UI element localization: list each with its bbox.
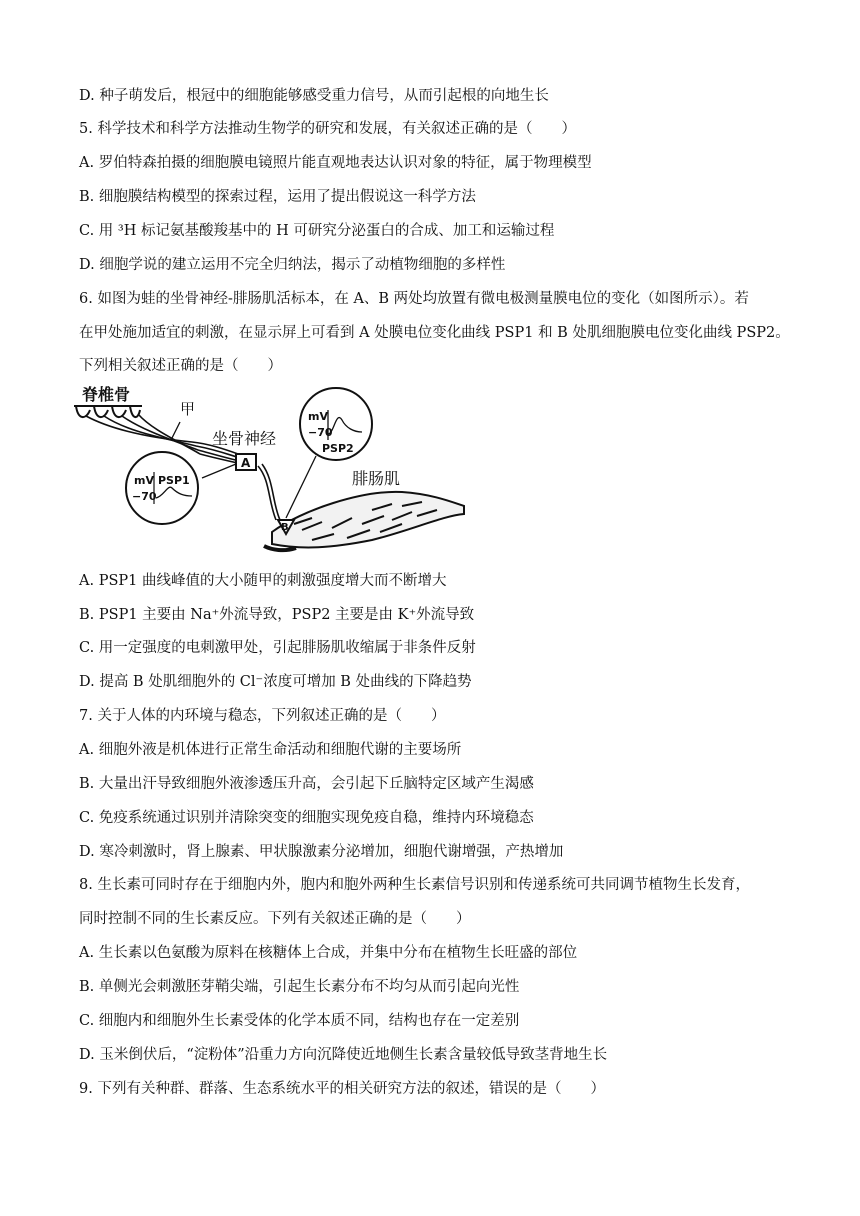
svg-text:mV: mV (134, 474, 154, 487)
question-6-stem-2: 在甲处施加适宜的刺激，在显示屏上可看到 A 处膜电位变化曲线 PSP1 和 B 处肌细胞膜电位变化曲线 PSP2。 (79, 325, 790, 341)
svg-text:PSP2: PSP2 (322, 442, 354, 455)
option-8c: C. 细胞内和细胞外生长素受体的化学本质不同，结构也存在一定差别 (79, 1013, 520, 1029)
electrode-a-label: A (241, 456, 251, 470)
question-9-stem: 9. 下列有关种群、群落、生态系统水平的相关研究方法的叙述，错误的是（ ） (79, 1081, 605, 1097)
spine-label: 脊椎骨 (82, 385, 131, 404)
option-7a: A. 细胞外液是机体进行正常生命活动和细胞代谢的主要场所 (79, 742, 462, 758)
option-8d: D. 玉米倒伏后，“淀粉体”沿重力方向沉降使近地侧生长素含量较低导致茎背地生长 (79, 1047, 608, 1063)
option-6b: B. PSP1 主要由 Na⁺外流导致，PSP2 主要是由 K⁺外流导致 (79, 607, 475, 623)
option-5a: A. 罗伯特森拍摄的细胞膜电镜照片能直观地表达认识对象的特征，属于物理模型 (79, 155, 592, 171)
muscle-label: 腓肠肌 (352, 469, 401, 488)
question-8-stem-2: 同时控制不同的生长素反应。下列有关叙述正确的是（ ） (79, 911, 471, 927)
nerve-label: 坐骨神经 (212, 429, 277, 448)
option-5c: C. 用 ³H 标记氨基酸羧基中的 H 可研究分泌蛋白的合成、加工和运输过程 (79, 223, 555, 239)
question-7-stem: 7. 关于人体的内环境与稳态，下列叙述正确的是（ ） (79, 708, 446, 724)
jia-pointer (172, 422, 180, 438)
option-7b: B. 大量出汗导致细胞外液渗透压升高，会引起下丘脑特定区域产生渴感 (79, 776, 534, 792)
svg-text:mV: mV (308, 410, 328, 423)
option-7d: D. 寒冷刺激时，肾上腺素、甲状腺激素分泌增加，细胞代谢增强，产热增加 (79, 844, 564, 860)
option-5d: D. 细胞学说的建立运用不完全归纳法，揭示了动植物细胞的多样性 (79, 257, 506, 273)
question-8-stem: 8. 生长素可同时存在于细胞内外，胞内和胞外两种生长素信号识别和传递系统可共同调节植物生长发育， (79, 877, 750, 893)
text-line: D. 种子萌发后，根冠中的细胞能够感受重力信号，从而引起根的向地生长 (79, 88, 549, 104)
figure-svg (72, 380, 472, 560)
spine-shape (74, 406, 142, 417)
svg-text:PSP1: PSP1 (158, 474, 190, 487)
svg-text:−70: −70 (132, 490, 157, 503)
electrode-b-label: B (281, 522, 289, 533)
option-5b: B. 细胞膜结构模型的探索过程，运用了提出假说这一科学方法 (79, 189, 476, 205)
option-8b: B. 单侧光会刺激胚芽鞘尖端，引起生长素分布不均匀从而引起向光性 (79, 979, 520, 995)
option-6d: D. 提高 B 处肌细胞外的 Cl⁻浓度可增加 B 处曲线的下降趋势 (79, 674, 472, 690)
jia-label: 甲 (180, 400, 196, 418)
question-6-stem-3: 下列相关叙述正确的是（ ） (79, 358, 282, 374)
option-6a: A. PSP1 曲线峰值的大小随甲的刺激强度增大而不断增大 (79, 573, 447, 589)
question-6-stem: 6. 如图为蛙的坐骨神经-腓肠肌活标本，在 A、B 两处均放置有微电极测量膜电位的变化（如图所示）。若 (79, 291, 749, 307)
option-7c: C. 免疫系统通过识别并清除突变的细胞实现免疫自稳，维持内环境稳态 (79, 810, 534, 826)
option-8a: A. 生长素以色氨酸为原料在核糖体上合成，并集中分布在植物生长旺盛的部位 (79, 945, 578, 961)
option-6c: C. 用一定强度的电刺激甲处，引起腓肠肌收缩属于非条件反射 (79, 640, 476, 656)
svg-text:−70: −70 (308, 426, 333, 439)
nerve-muscle-figure (72, 380, 472, 560)
meter-psp1 (126, 452, 198, 524)
question-5-stem: 5. 科学技术和科学方法推动生物学的研究和发展，有关叙述正确的是（ ） (79, 121, 576, 137)
